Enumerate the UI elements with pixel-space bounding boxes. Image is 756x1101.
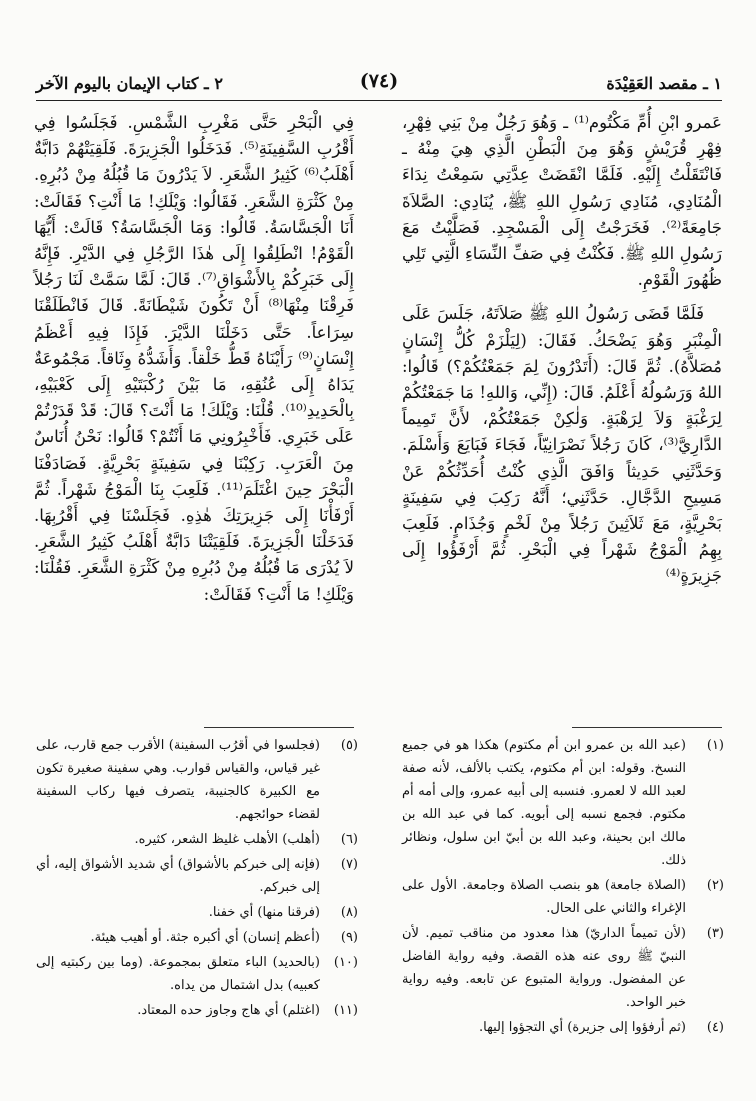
footnote-number: (٢): [706, 878, 724, 893]
footnote: [36, 901, 358, 924]
footnote-number: (١٠): [333, 955, 358, 970]
footnotes-left: [36, 734, 358, 1024]
footnote-text: (أهلب) الأهلب غليظ الشعر، كثيره.: [134, 832, 320, 847]
paragraph: فَلَمَّا قَضَى رَسُولُ اللهِ ﷺ صَلاَتَهُ، جَلَسَ عَلَى الْمِنْبَرِ وَهُوَ يَضْحَكُ. فَقَالَ: (لِيَلْزَمْ كُلُّ إِنْسَانٍ مُصَلاَّهُ). ثُمَّ قَالَ: (أَتَدْرُونَ لِمَ جَمَعْتُكُمْ؟) قَالُوا: اللهُ وَرَسُولُهُ أَعْلَمُ. قَالَ: (إِنِّي، وَاللهِ! مَا جَمَعْتُكُمْ لِرَغْبَةٍ وَلاَ لِرَهْبَةٍ. وَلٰكِنْ جَمَعْتُكُمْ، لأَنَّ تَمِيماً الدَّارِيَّ⁽³⁾، كَانَ رَجُلاً نَصْرَانِيّاً، فَجَاءَ فَبَايَعَ وَأَسْلَمَ. وَحَدَّثَنِي حَدِيثاً وَافَقَ الَّذِي كُنْتُ أُحَدِّثُكُمْ عَنْ مَسِيحِ الدَّجَّالِ. حَدَّثَنِي؛ أَنَّهُ رَكِبَ فِي سَفِينَةٍ بَحْرِيَّةٍ، مَعَ ثَلاَثِينَ رَجُلاً مِنْ لَخْمٍ وَجُذَامٍ. فَلَعِبَ بِهِمُ الْمَوْجُ شَهْراً فِي الْبَحْرِ. ثُمَّ أَرْفَؤُوا إِلَى جَزِيرَةٍ⁽⁴⁾: [402, 304, 722, 586]
footnote-text: (بالحديد) الباء متعلق بمجموعة. (وما بين ركبتيه إلى كعبيه) بدل اشتمال من يداه.: [36, 955, 320, 993]
footnote: [402, 1016, 724, 1039]
left-text-column: [34, 110, 354, 608]
footnote-text: (ثم أرفؤوا إلى جزيرة) أي التجؤوا إليها.: [479, 1020, 686, 1035]
footnotes-right: [402, 734, 724, 1041]
footnote-text: (فإنه إلى خبركم بالأشواق) أي شديد الأشواق إليه، أي إلى خبركم.: [36, 857, 320, 895]
chapter-title-left: ٢ ـ كتاب الإيمان باليوم الآخر: [36, 74, 223, 93]
footnote-number: (٨): [340, 905, 358, 920]
footnote-number: (٧): [340, 857, 358, 872]
footnote-text: (لأن تميماً الداريّ) هذا معدود من مناقب تميم. لأن النبيّ ﷺ روى عنه هذه القصة. وفيه رواية الفاضل عن المفضول. ورواية المتبوع عن تابعه. وفيه رواية خبر الواحد.: [402, 926, 686, 1010]
footnote: [36, 999, 358, 1022]
page-header: [36, 72, 722, 101]
footnote-text: (اغتلم) أي هاج وجاوز حده المعتاد.: [137, 1003, 320, 1018]
footnote-text: (عبد الله بن عمرو ابن أم مكتوم) هكذا هو في جميع النسخ. وقوله: ابن أم مكتوم، يكتب بالألف، لأنه صفة لعبد الله لا لعمرو. فنسبه إلى أبيه عمرو، وإلى أمه أم مكتوم. فجمع نسبه إلى أبويه. كما في عبد الله بن مالك ابن بحينة، وعبد الله بن أبيّ ابن سلول، ونظائر ذلك.: [402, 738, 686, 868]
footnote: [36, 951, 358, 997]
footnote-number: (١١): [333, 1003, 358, 1018]
footnote-separator: [204, 727, 354, 728]
right-text-column: [402, 110, 722, 590]
footnote: [402, 874, 724, 920]
footnote-text: (أعظم إنسان) أي أكبره جثة. أو أهيب هيئة.: [90, 930, 320, 945]
footnote: [36, 734, 358, 826]
footnote: [36, 828, 358, 851]
footnote-separator: [572, 727, 722, 728]
footnote-text: (فرقنا منها) أي خفنا.: [208, 905, 320, 920]
footnote: [36, 926, 358, 949]
footnote: [36, 853, 358, 899]
chapter-title-right: ١ ـ مقصد العَقِيْدَة: [606, 74, 722, 93]
footnote-number: (٣): [706, 926, 724, 941]
footnote-number: (٦): [340, 832, 358, 847]
footnote-number: (١): [706, 738, 724, 753]
paragraph: فِي الْبَحْرِ حَتَّى مَغْرِبِ الشَّمْسِ. فَجَلَسُوا فِي أَقْرُبِ السَّفِينَةِ⁽⁵⁾. فَدَخَلُوا الْجَزِيرَةَ. فَلَقِيَتْهُمْ دَابَّةٌ أَهْلَبُ⁽⁶⁾ كَثِيرُ الشَّعَرِ. لاَ يَدْرُونَ مَا قُبُلُهُ مِنْ دُبُرِهِ. مِنْ كَثْرَةِ الشَّعَرِ. فَقَالُوا: وَيْلَكِ! مَا أَنْتِ؟ فَقَالَتْ: أَنَا الْجَسَّاسَةُ. قَالُوا: وَمَا الْجَسَّاسَةُ؟ قَالَتْ: أَيُّهَا الْقَوْمُ! انْطَلِقُوا إِلَى هٰذَا الرَّجُلِ فِي الدَّيْرِ. فَإِنَّهُ إِلَى خَبَرِكُمْ بِالأَشْوَاقِ⁽⁷⁾. قَالَ: لَمَّا سَمَّتْ لَنَا رَجُلاً فَرِقْنَا مِنْهَا⁽⁸⁾ أَنْ تَكُونَ شَيْطَانَةً. قَالَ فَانْطَلَقْنَا سِرَاعاً. حَتَّى دَخَلْنَا الدَّيْرَ. فَإِذَا فِيهِ أَعْظَمُ إِنْسَانٍ⁽⁹⁾ رَأَيْنَاهُ قَطُّ خَلْقاً. وَأَشَدُّهُ وِثَاقاً. مَجْمُوعَةٌ يَدَاهُ إِلَى عُنُقِهِ، مَا بَيْنَ رُكْبَتَيْهِ إِلَى كَعْبَيْهِ، بِالْحَدِيدِ⁽¹⁰⁾. قُلْنَا: وَيْلَكَ! مَا أَنْتَ؟ قَالَ: قَدْ قَدَرْتُمْ عَلَى خَبَرِي. فَأَخْبِرُونِي مَا أَنْتُمْ؟ قَالُوا: نَحْنُ أُنَاسٌ مِنَ الْعَرَبِ. رَكِبْنَا فِي سَفِينَةٍ بَحْرِيَّةٍ. فَصَادَفْنَا الْبَحْرَ حِينَ اغْتَلَمَ⁽¹¹⁾. فَلَعِبَ بِنَا الْمَوْجُ شَهْراً. ثُمَّ أَرْفَأْنَا إِلَى جَزِيرَتِكَ هٰذِهِ. فَجَلَسْنَا فِي أَقْرُبِهَا. فَدَخَلْنَا الْجَزِيرَةَ. فَلَقِيَتْنَا دَابَّةٌ أَهْلَبُ كَثِيرُ الشَّعَرِ. لاَ يُدْرَى مَا قُبُلُهُ مِنْ دُبُرِهِ مِنْ كَثْرَةِ الشَّعَرِ. فَقُلْنَا: وَيْلَكِ! مَا أَنْتِ؟ فَقَالَتْ:: [34, 113, 354, 604]
footnote-number: (٤): [706, 1020, 724, 1035]
footnote-number: (٥): [340, 738, 358, 753]
page-number: (٧٤): [359, 70, 399, 92]
footnote: [402, 922, 724, 1014]
paragraph: عَمرو ابْنِ أُمِّ مَكْتُوم⁽¹⁾ ـ وَهُوَ رَجُلٌ مِنْ بَنِي فِهْرِ، فِهْرِ قُرَيْشٍ وَهُوَ مِنَ الْبَطْنِ الَّذِي هِيَ مِنْهُ ـ فَانْتَقَلْتُ إِلَيْهِ. فَلَمَّا انْقَضَتْ عِدَّتِي سَمِعْتُ نِدَاءَ الْمُنَادِي، مُنَادِي رَسُولِ اللهِ ﷺ، يُنَادِي: الصَّلاَةَ جَامِعَةً⁽²⁾. فَخَرَجْتُ إِلَى الْمَسْجِدِ. فَصَلَّيْتُ مَعَ رَسُولِ اللهِ ﷺ. فَكُنْتُ فِي صَفِّ النِّسَاءِ الَّتِي تَلِي ظُهُورَ الْقَوْمِ.: [402, 113, 722, 290]
footnote-number: (٩): [340, 930, 358, 945]
footnote: [402, 734, 724, 872]
footnote-text: (الصلاة جامعة) هو بنصب الصلاة وجامعة. الأول على الإغراء والثاني على الحال.: [402, 878, 686, 916]
footnote-text: (فجلسوا في أقرُب السفينة) الأقرب جمع قارب، على غير قياس، والقياس قوارب. وهي سفينة صغيرة تكون مع الكبيرة كالجنيبة، يتصرف فيها ركاب السفينة لقضاء حوائجهم.: [36, 738, 320, 822]
